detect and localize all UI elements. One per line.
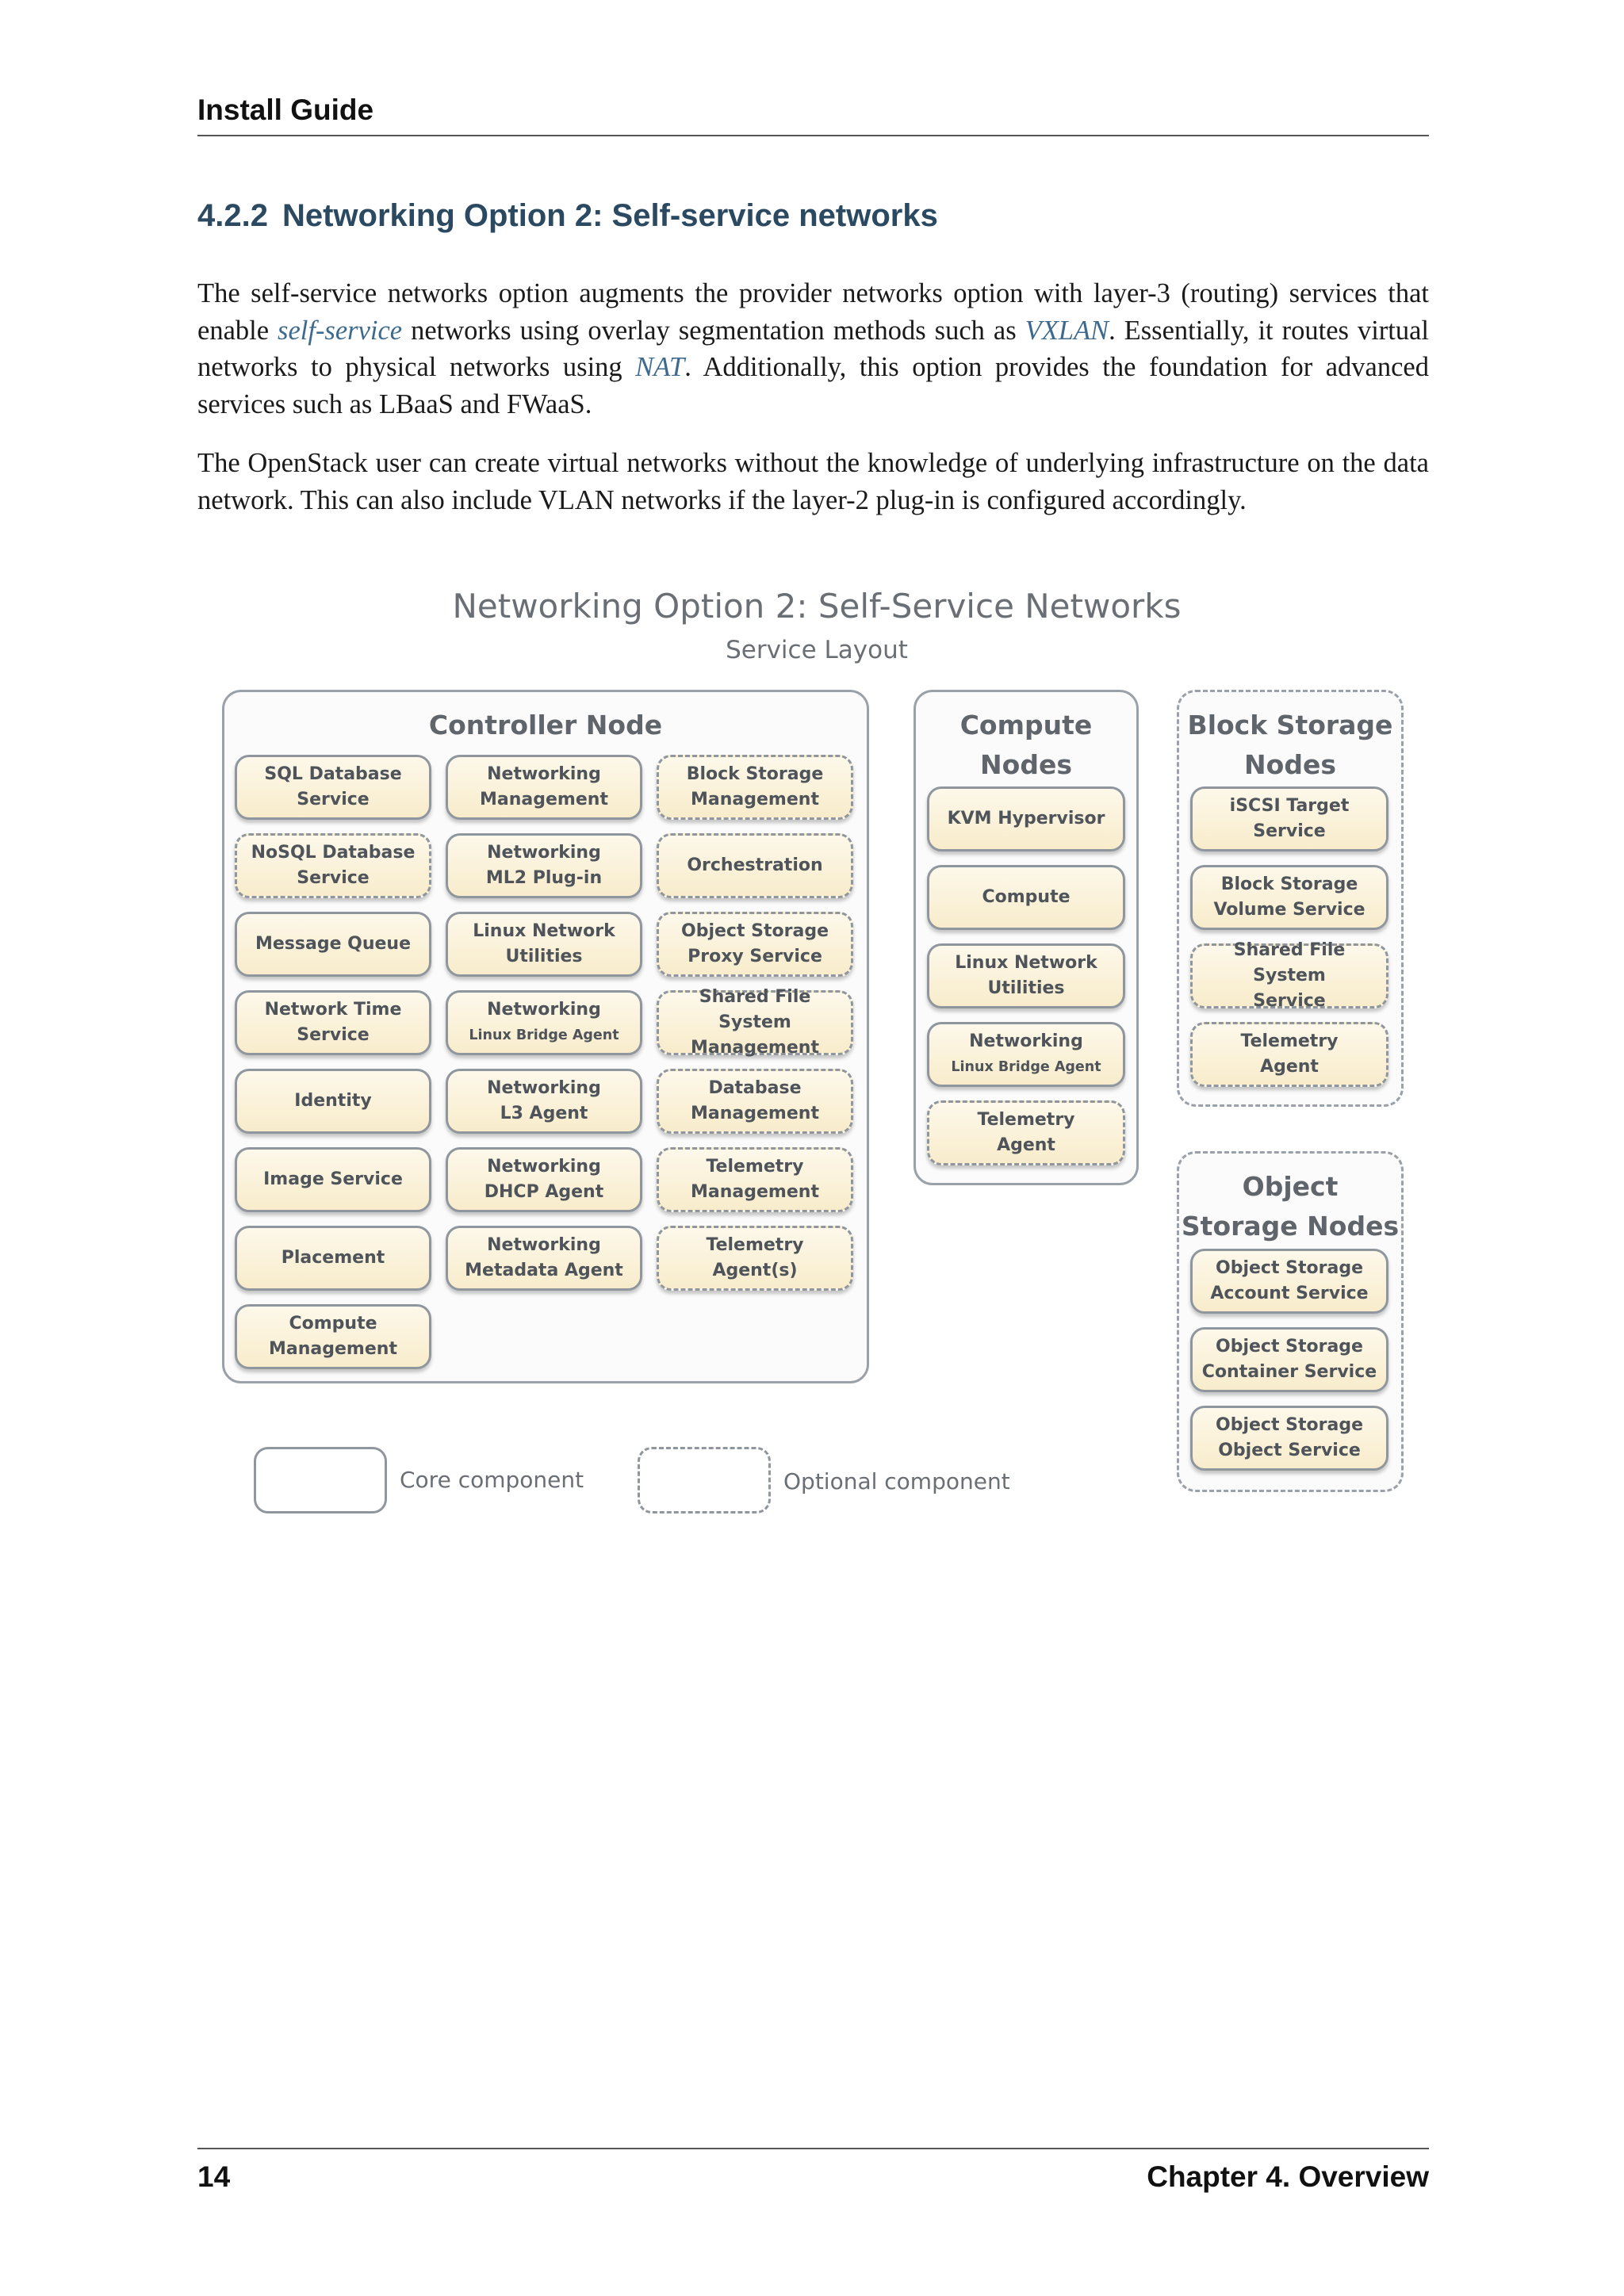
component-label-line1: Placement [281,1248,385,1268]
component-label-line1: Orchestration [687,855,823,875]
page-number: 14 [197,2160,231,2193]
component-label-line1: Object Storage [1216,1258,1363,1278]
component-label-line1: Block Storage [1220,874,1358,894]
component-label-line2: Service [1253,821,1326,841]
compute-nodes-title-1: Compute [959,710,1093,740]
object-storage-nodes-title-2: Storage Nodes [1181,1211,1400,1242]
component-label-line2: Service [1253,991,1326,1011]
controller-col2-component-box [446,755,642,820]
component-label-line1: Telemetry [1240,1031,1339,1051]
object-storage-component-box [1190,1249,1388,1314]
component-label [263,1167,403,1192]
legend-optional-label: Optional component [783,1468,1010,1494]
component-label [251,840,416,891]
section-number: 4.2.2 [197,198,268,233]
component-label-line1: iSCSI Target [1229,796,1350,816]
component-label [977,1108,1074,1158]
component-label-line1: Database [708,1078,802,1098]
component-label [951,1029,1101,1080]
link-nat[interactable]: NAT [635,352,685,382]
component-label [1196,938,1383,1014]
component-label-line2: Proxy Service [688,947,822,966]
component-label-line1: SQL Database [264,764,402,784]
component-label [948,806,1105,832]
component-label [687,762,824,813]
controller-col2-component-box [446,1147,642,1212]
object-storage-nodes-title-1: Object [1242,1171,1339,1202]
component-label [1210,1256,1368,1307]
component-label [265,997,402,1048]
component-label-line1: Networking [487,764,601,784]
component-label [480,762,608,813]
component-label [486,840,602,891]
component-label-line1: Network Time [264,1000,402,1020]
section-title-text: Networking Option 2: Self-service networks [282,198,938,233]
controller-col3-component-box [657,987,853,1058]
component-label-line1: Object Storage [1216,1337,1363,1357]
component-label [687,853,822,878]
object-storage-component-box [1190,1406,1388,1471]
component-label-line2: Management [691,1182,819,1202]
controller-col1-component-box [235,912,431,977]
component-label [485,1154,603,1205]
controller-col3-component-box [657,755,853,820]
controller-col2-component-box [446,990,642,1055]
component-label-line1: Telemetry [977,1110,1075,1130]
block-storage-component-box [1190,865,1388,930]
block-storage-component-box [1190,786,1388,851]
controller-col1-component-box [235,1226,431,1291]
controller-col3-component-box [657,912,853,977]
component-label-line1: KVM Hypervisor [947,809,1105,828]
controller-node-title: Controller Node [428,710,663,740]
object-storage-component-box [1190,1327,1388,1392]
component-label-line1: Networking [487,1078,601,1098]
component-label-line2: Service [297,868,370,888]
component-label [465,1233,623,1284]
compute-component-box [927,1022,1125,1087]
figure-title: Networking Option 2: Self-Service Networks [452,587,1182,626]
component-label-line2: Agent [1260,1057,1319,1077]
component-label [294,1089,371,1114]
controller-col3-component-box [657,833,853,898]
component-label [681,919,829,970]
controller-col2-component-box [446,912,642,977]
component-label-line2: Metadata Agent [465,1261,623,1280]
header-title: Install Guide [197,94,374,126]
chapter-label: Chapter 4. Overview [1147,2160,1429,2193]
component-label [706,1233,803,1284]
component-label-line2: Container Service [1201,1362,1377,1382]
component-label-line2: Volume Service [1213,900,1365,920]
component-label [662,985,848,1061]
service-layout-figure [214,579,1419,1530]
component-label [282,1246,385,1271]
paragraph-1-text-c: . Essentially, it routes virtual networks to physical networks using [197,315,1429,382]
compute-component-box [927,943,1125,1008]
component-label-line2: Management [691,790,819,809]
component-label-line2: Utilities [505,947,583,966]
component-label-line2: Management [691,1104,819,1123]
component-label [469,997,619,1048]
component-label-line2: Service [297,1025,370,1045]
component-label [982,885,1070,910]
link-vxlan[interactable]: VXLAN [1025,315,1109,346]
component-label [473,919,615,970]
component-label-line2: L3 Agent [500,1104,588,1123]
component-label [1240,1029,1338,1080]
block-storage-nodes-title-1: Block Storage [1187,710,1393,740]
component-label [955,951,1097,1001]
component-label-line2: Agent [997,1135,1055,1155]
controller-col1-component-box [235,1304,431,1369]
controller-col2-component-box [446,833,642,898]
controller-col1-component-box [235,990,431,1055]
legend-core-swatch [254,1447,387,1513]
compute-component-box [927,786,1125,851]
component-label [1202,1334,1377,1385]
component-label-line1: Networking [969,1031,1083,1051]
component-label-line2: ML2 Plug-in [485,868,603,888]
controller-col1-component-box [235,1147,431,1212]
paragraph-1-text-d: . Additionally, this option provides the foundation for advanced services such as LBaaS and FWaaS. [197,352,1429,419]
controller-col2-component-box [446,1069,642,1134]
component-label-line1: Object Storage [681,921,829,941]
component-label-line1: Shared File System [699,987,811,1032]
component-label [691,1154,819,1205]
component-label [487,1076,601,1127]
component-label-line2: Account Service [1210,1284,1369,1303]
section-title [197,198,938,234]
component-label-line2: Agent(s) [712,1261,798,1280]
compute-nodes-title-2: Nodes [980,749,1072,780]
component-label-line1: Image Service [263,1169,403,1189]
paragraph-2: The OpenStack user can create virtual networks without the knowledge of underlying infrastructure on the data network. This can also include VLAN networks if the layer-2 plug-in is configured accordingly. [197,448,1429,515]
controller-col1-component-box [235,833,431,898]
component-label-line1: Identity [294,1091,372,1111]
block-storage-component-box [1190,1022,1388,1087]
controller-col3-component-box [657,1147,853,1212]
legend-optional-swatch [638,1447,771,1513]
component-label-line1: Telemetry [706,1235,804,1255]
component-label-line2: Management [269,1339,397,1359]
controller-col1-component-box [235,755,431,820]
component-label-line2: Service [297,790,370,809]
component-label-line2: Management [480,790,608,809]
block-storage-nodes-title-2: Nodes [1244,749,1336,780]
component-label [1216,1413,1363,1464]
component-label-line2: Management [691,1038,819,1058]
component-label-line1: Telemetry [706,1157,804,1177]
component-label-line1: Networking [487,1235,601,1255]
component-label [1230,794,1350,844]
page-footer [197,2148,1429,2197]
component-label-line1: Networking [487,843,601,863]
component-label-line2: DHCP Agent [484,1182,604,1202]
component-label-line2: Linux Bridge Agent [951,1059,1101,1075]
component-label-line1: Linux Network [473,921,615,941]
compute-component-box [927,1100,1125,1165]
component-label [255,932,411,957]
compute-component-box [927,865,1125,930]
paragraph-1-text-b: networks using overlay segmentation methods such as [402,315,1025,346]
component-label [1213,872,1365,923]
link-self-service[interactable]: self-service [278,315,403,346]
component-label-line1: Block Storage [686,764,824,784]
controller-col1-component-box [235,1069,431,1134]
component-label [269,1311,397,1362]
component-label-line1: Object Storage [1216,1415,1363,1435]
component-label [264,762,401,813]
component-label-line1: Compute [289,1314,377,1334]
component-label-line1: Message Queue [255,934,412,954]
component-label-line1: NoSQL Database [251,843,416,863]
block-storage-component-box [1190,940,1388,1011]
component-label-line1: Networking [487,1157,601,1177]
paragraph-1 [197,275,1429,423]
component-label [691,1076,819,1127]
page-header [197,90,1429,136]
component-label-line2: Object Service [1218,1441,1361,1460]
controller-col2-component-box [446,1226,642,1291]
component-label-line2: Linux Bridge Agent [469,1027,619,1043]
controller-col3-component-box [657,1069,853,1134]
controller-col3-component-box [657,1226,853,1291]
paragraph-1-text-a: The self-service networks option augments the provider networks option with layer-3 (routing) services that enable [197,278,1429,346]
component-label-line1: Shared File System [1233,940,1346,985]
figure-subtitle: Service Layout [726,636,908,664]
legend-core-label: Core component [400,1467,584,1493]
component-label-line2: Utilities [987,978,1065,998]
component-label-line1: Linux Network [955,953,1097,973]
component-label-line1: Compute [982,887,1071,907]
component-label-line1: Networking [487,1000,601,1020]
